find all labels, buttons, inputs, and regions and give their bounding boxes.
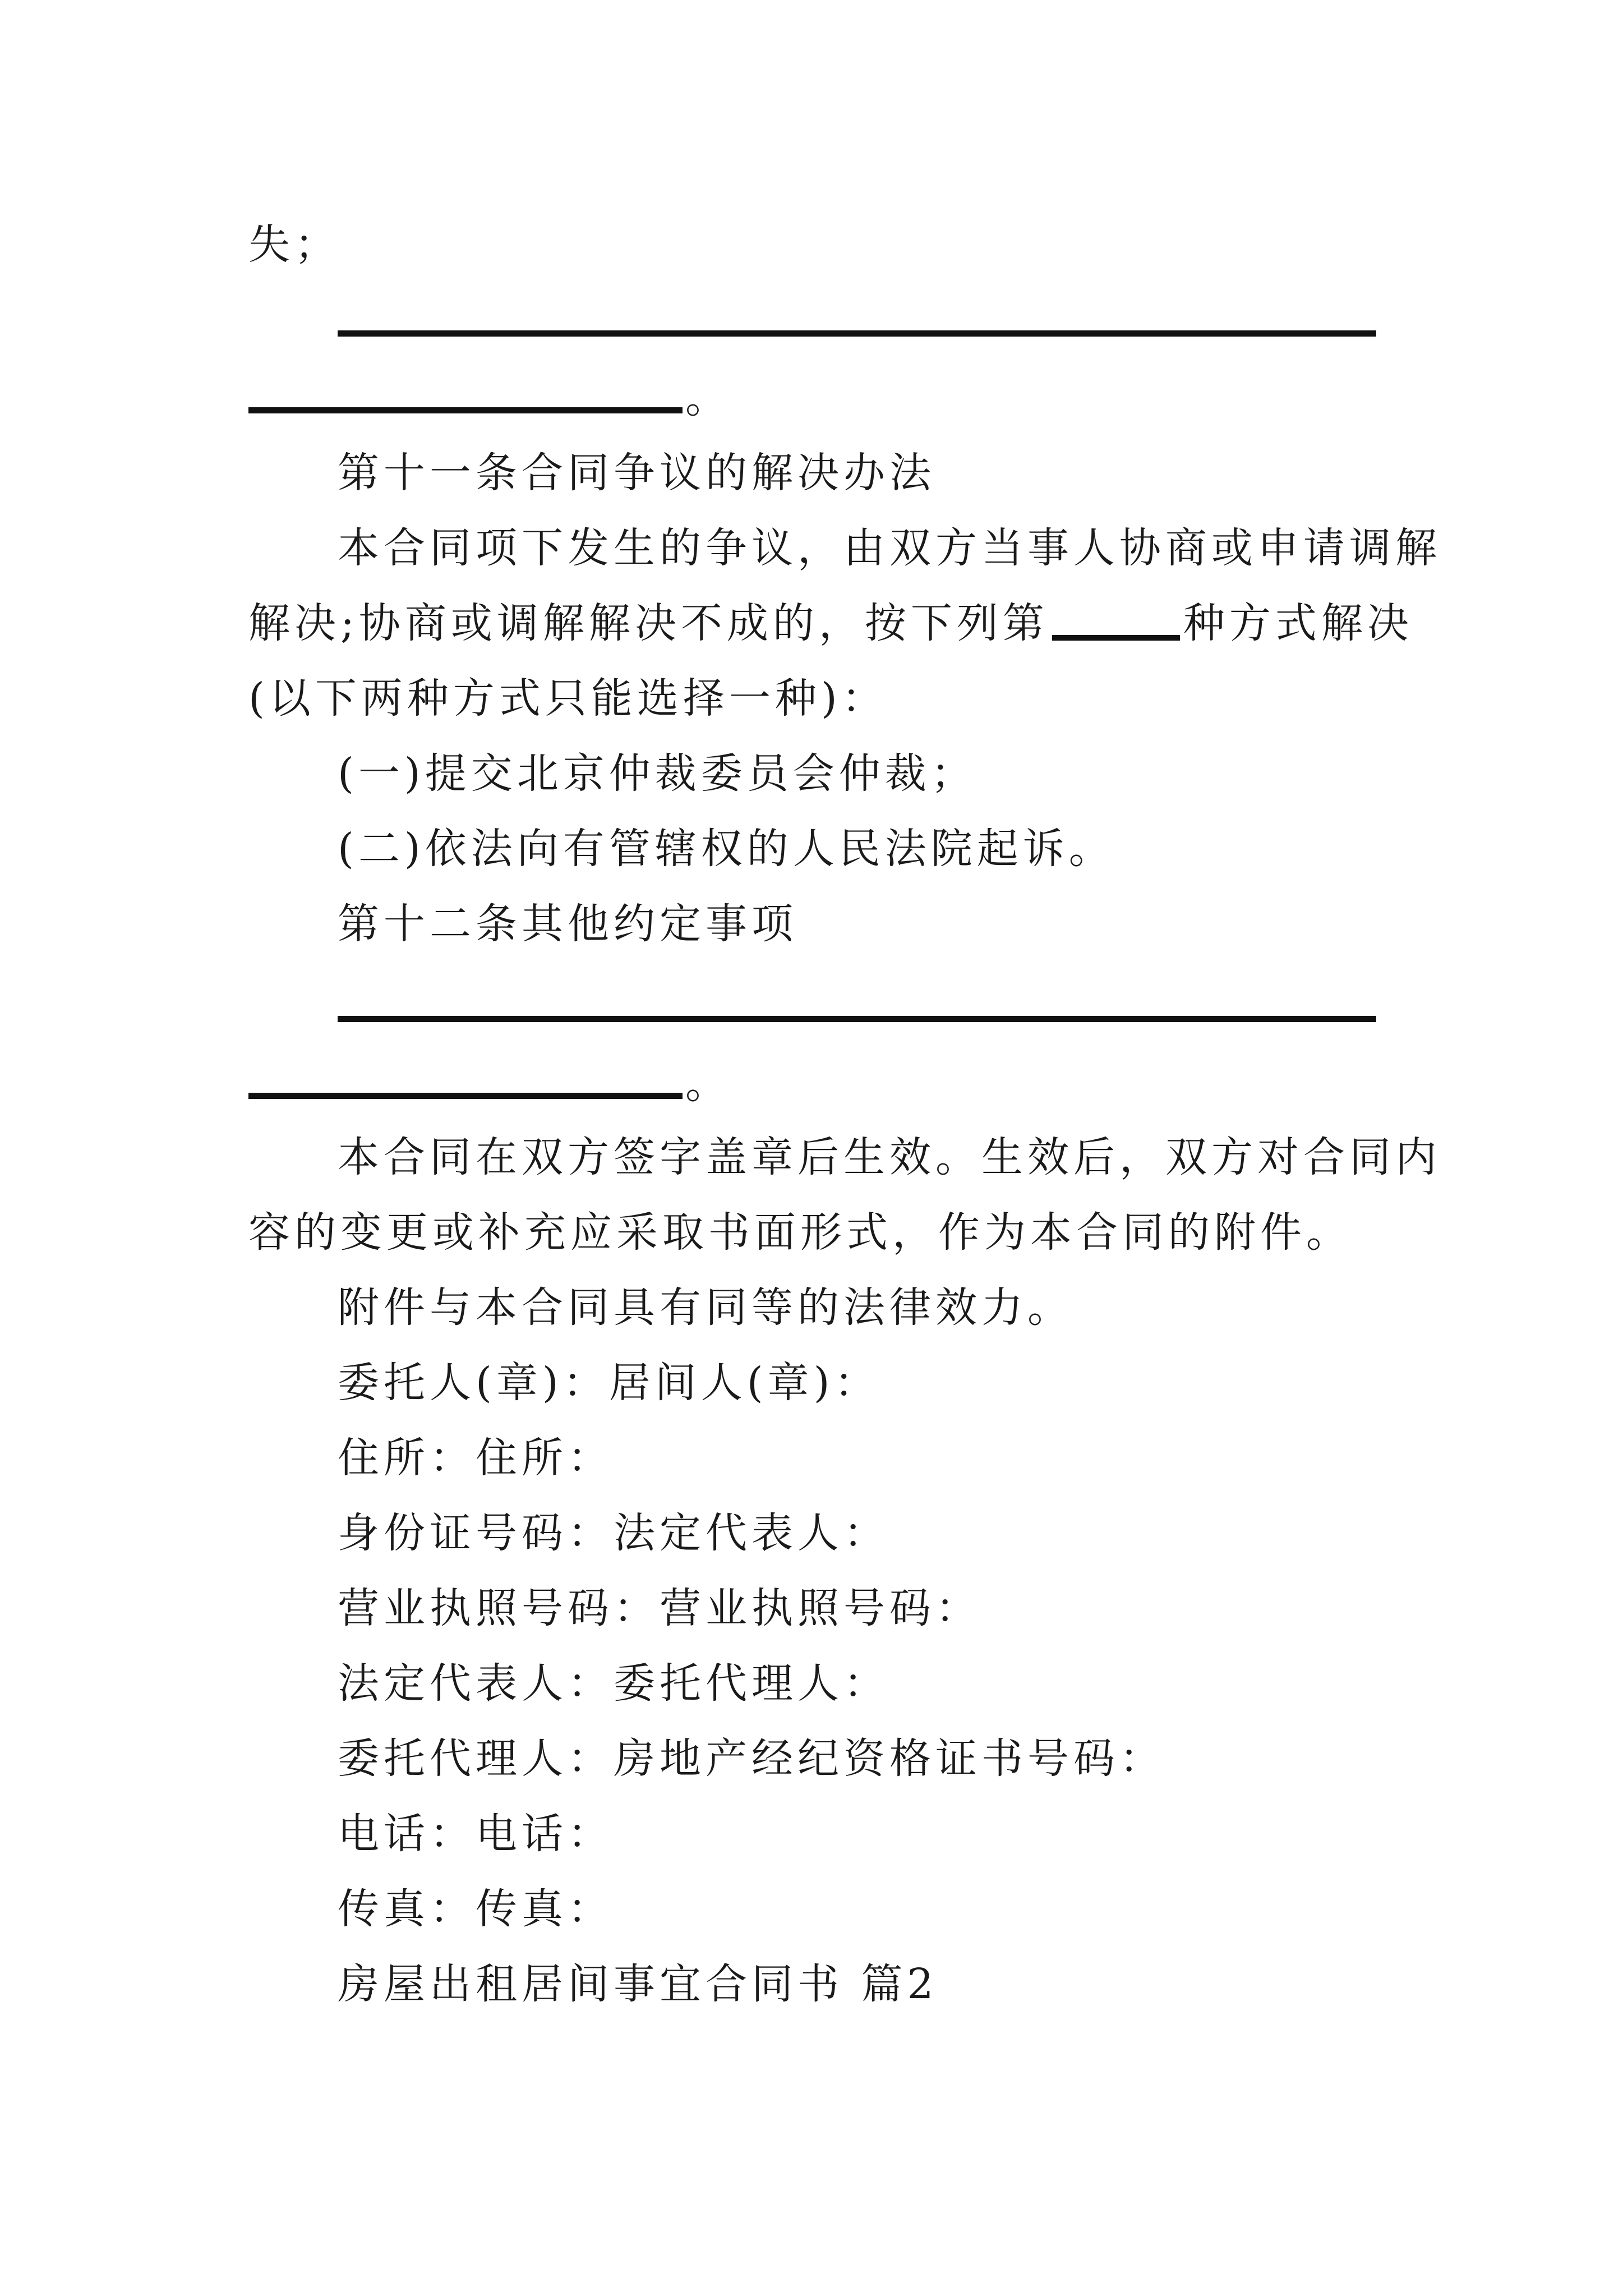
period-mark: 。 (685, 1060, 727, 1108)
article-12-heading: 第十二条其他约定事项 (338, 900, 797, 948)
paragraph-tail: 失； (248, 220, 340, 269)
signature-line: 委托代理人：房地产经纪资格证书号码： (338, 1734, 1165, 1783)
article-11-body (248, 595, 1413, 651)
signature-line: 传真：传真： (338, 1885, 614, 1933)
article-11-heading: 第十一条合同争议的解决办法 (338, 449, 935, 497)
fill-in-line (248, 407, 683, 413)
signature-line: 电话：电话： (338, 1810, 614, 1858)
next-section-title: 房屋出租居间事宜合同书 篇2 (338, 1960, 938, 2008)
period-mark: 。 (685, 374, 727, 422)
signature-line: 委托人(章)：居间人(章)： (338, 1359, 880, 1407)
dispute-option-1: (一)提交北京仲裁委员会仲裁； (338, 749, 977, 798)
annex-clause: 附件与本合同具有同等的法律效力。 (338, 1283, 1073, 1332)
effect-clause: 容的变更或补充应采取书面形式，作为本合同的附件。 (248, 1208, 1352, 1257)
signature-line: 住所：住所： (338, 1434, 614, 1482)
body-text: 解决;协商或调解解决不成的，按下列第 (248, 599, 1049, 647)
signature-line: 法定代表人：委托代理人： (338, 1659, 889, 1708)
fill-in-line (338, 1016, 1376, 1022)
article-11-body: 本合同项下发生的争议，由双方当事人协商或申请调解 (338, 524, 1441, 572)
fill-in-line (248, 1093, 683, 1099)
effect-clause: 本合同在双方签字盖章后生效。生效后，双方对合同内 (338, 1133, 1441, 1181)
body-text: 种方式解决 (1183, 599, 1413, 647)
fill-in-line (338, 330, 1376, 337)
signature-line: 身份证号码：法定代表人： (338, 1509, 889, 1557)
article-11-body: (以下两种方式只能选择一种)： (248, 674, 888, 723)
signature-line: 营业执照号码：营业执照号码： (338, 1584, 981, 1632)
dispute-option-2: (二)依法向有管辖权的人民法院起诉。 (338, 825, 1115, 873)
blank-field (1052, 635, 1180, 641)
